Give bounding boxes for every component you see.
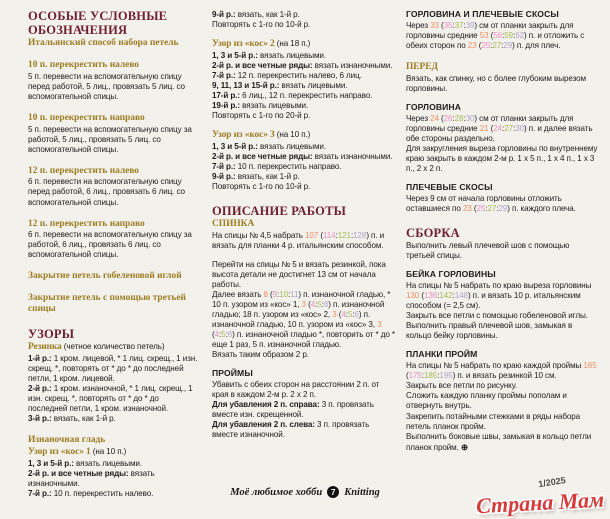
paragraph	[406, 361, 599, 452]
size-2-value: 175	[408, 371, 422, 381]
column-1	[28, 10, 198, 499]
text: 5 п. перевести на вспомогательную спицу перед работой, 5 лиц., провязать 5 лиц. со вспомогательной спицы.	[28, 71, 185, 101]
sub-heading: 10 п. перекрестить налево	[28, 59, 139, 70]
text: (	[406, 371, 409, 381]
text: 6 п. перевести на вспомогательную спицу за работой, 6 лиц., провязать 6 лиц. со вспомогательной спицы.	[28, 230, 192, 260]
text-line	[406, 74, 599, 94]
sub-heading: 10 п. перекрестить направо	[28, 112, 145, 123]
text-line	[406, 381, 599, 391]
section-heading: ОСОБЫЕ УСЛОВНЫЕ ОБОЗНАЧЕНИЯ	[28, 9, 168, 37]
text: вязать, как 1-й р.	[51, 414, 116, 424]
size-1-value: 3	[301, 300, 306, 310]
paragraph	[28, 72, 198, 102]
text: (на 10 п.)	[274, 129, 311, 139]
text: (	[419, 291, 424, 301]
text: ) п. и вязать для планки 4 р. итальянским способом.	[212, 231, 385, 251]
section-heading: ОПИСАНИЕ РАБОТЫ	[212, 203, 347, 218]
text: вязать лицевыми.	[240, 100, 309, 110]
paragraph	[28, 125, 198, 155]
text: вязать лицевыми.	[257, 141, 326, 151]
text: вязать лицевыми.	[73, 458, 142, 468]
text: 6 п. перевести на вспомогательную спицу перед работой, 6 лиц., провязать 6 лиц. со вспомогательной спицы.	[28, 177, 185, 207]
text: (	[476, 40, 482, 50]
text: :	[485, 203, 488, 213]
text-line	[28, 459, 198, 469]
text: вязать лицевыми.	[279, 80, 348, 90]
size-3-value: 37	[454, 20, 464, 30]
text: :	[502, 123, 505, 133]
text-line	[28, 230, 198, 260]
text: ) см от планки закрыть для горловины средние	[406, 20, 574, 40]
paragraph	[28, 177, 198, 207]
size-4-value: 39	[465, 20, 475, 30]
text: :	[452, 291, 455, 301]
size-4-value: 148	[454, 291, 468, 301]
text-line	[212, 400, 396, 420]
text: Вязать, как спинку, но с более глубоким вырезом горловины.	[406, 73, 586, 93]
text: :	[335, 231, 338, 241]
size-4-value: 11	[290, 290, 299, 300]
text-line	[212, 260, 396, 290]
text: 6 лиц., 12 п. перекрестить направо.	[240, 90, 373, 100]
size-3-value: 59	[504, 30, 514, 40]
section-heading: УЗОРЫ	[28, 326, 75, 341]
size-4-value: 6	[227, 330, 233, 340]
text: ) п. для плеч.	[512, 40, 561, 50]
text: Повторять с 1-го по 10-й р.	[212, 181, 311, 191]
size-2-value: 25	[481, 40, 491, 50]
text: (	[318, 231, 323, 241]
text-line	[212, 10, 396, 20]
text: Через	[406, 20, 431, 30]
size-2-value: 114	[322, 231, 336, 241]
text: :	[501, 40, 504, 50]
text: :	[288, 290, 291, 300]
size-1-value: 165	[583, 361, 597, 371]
text-line	[212, 420, 396, 440]
bold-text: 7-й р.:	[212, 161, 236, 171]
text-line	[406, 361, 599, 381]
text: :	[502, 30, 505, 40]
site-watermark-logo: Страна Мам	[475, 486, 605, 519]
text-line	[406, 311, 599, 321]
bold-text: 1, 3 и 5-й р.:	[28, 458, 74, 468]
bold-text: 17-й р.:	[212, 90, 241, 100]
paragraph	[212, 130, 396, 192]
paragraph	[406, 241, 599, 261]
size-1-value: 24	[430, 113, 439, 123]
text: 1 кром. изнаночной, * 1 лиц. скрещ., 1 изн. скрещ. *, повторять от * до * до последней петли, 1 кром. изнаночной.	[28, 384, 193, 414]
text: Через	[406, 113, 431, 123]
text: (	[488, 123, 494, 133]
size-3-value: 27	[504, 123, 514, 133]
size-4-value: 195	[439, 371, 453, 381]
text: (	[471, 203, 477, 213]
size-1-value: 53	[479, 30, 489, 40]
sub-heading: Закрытие петель с помощью третьей спицы	[28, 293, 186, 315]
column-2	[212, 10, 396, 441]
text: :	[421, 371, 424, 381]
size-2-value: 4	[214, 330, 220, 340]
text: :	[352, 310, 355, 320]
section-heading: СБОРКА	[406, 225, 460, 240]
text: Вязать таким образом 2 р.	[212, 350, 309, 360]
text: :	[219, 330, 222, 340]
inline-pattern-heading: Узор из «кос» 1	[28, 447, 91, 458]
text: Убавить с обеих сторон на расстоянии 2 п. от края в каждом 2-м р. 2 х 2 п.	[212, 380, 380, 400]
size-3-value: 5	[317, 300, 322, 310]
text: ) п. и отложить с обеих сторон по	[406, 30, 585, 50]
paragraph	[28, 230, 198, 260]
size-2-value: 35	[443, 20, 453, 30]
text: (на 10 п.)	[90, 447, 127, 457]
text-line	[406, 412, 599, 432]
size-1-value: 3	[332, 310, 337, 320]
text: :	[490, 40, 493, 50]
bold-text: 19-й р.:	[212, 100, 241, 110]
text: вязать изнаночными.	[312, 60, 393, 70]
watermark	[475, 475, 605, 519]
paragraph	[406, 114, 599, 174]
text: вязать лицевыми.	[257, 50, 326, 60]
text: (	[212, 330, 215, 340]
text-line	[212, 39, 396, 51]
page-number-badge: 7	[327, 486, 339, 498]
bold-text: Для убавления 2 п. слева:	[212, 420, 315, 430]
text-line	[406, 21, 599, 51]
text: Закрыть все петли по рисунку.	[406, 381, 518, 391]
text: :	[513, 30, 516, 40]
text: Закрепить потайными стежками в ряды набора петель планок пройм.	[406, 411, 581, 431]
text: (четное количество петель)	[61, 342, 165, 352]
footer-magazine-name: Моё любимое хобби	[230, 486, 323, 498]
text-line	[212, 350, 396, 360]
paragraph	[212, 380, 396, 440]
part-heading: БЕЙКА ГОРЛОВИНЫ	[406, 269, 496, 280]
size-3-value: 10	[279, 290, 288, 300]
bold-text: 2-й р. и все четные ряды:	[212, 60, 313, 70]
text: (	[438, 20, 444, 30]
text-line	[406, 194, 599, 214]
size-2-value: 25	[476, 203, 486, 213]
text-line	[406, 114, 599, 144]
text-line	[28, 414, 198, 424]
size-2-value: 24	[493, 123, 503, 133]
text: :	[345, 310, 348, 320]
text: вязать, как 1-й р.	[235, 10, 300, 19]
text: Повторять с 1-го по 10-й р.	[212, 20, 311, 30]
text: вязать изнаночными.	[28, 468, 155, 488]
inline-pattern-heading: Резинка	[28, 342, 62, 353]
text: Выполнить правый плечевой шов, замыкая в кольцо бейку горловины.	[406, 321, 573, 341]
text-line	[28, 384, 198, 414]
bold-text: 9, 11, 13 и 15-й р.:	[212, 80, 280, 90]
text-line	[406, 321, 599, 341]
sub-heading: Итальянский способ набора петель	[28, 38, 179, 48]
size-2-value: 4	[310, 300, 316, 310]
text: Перейти на спицы № 5 и вязать резинкой, пока высота детали не достигнет 13 см от начала работы.	[212, 260, 386, 290]
text-line	[212, 61, 396, 71]
size-3-value: 142	[439, 291, 453, 301]
size-4-value: 128	[353, 231, 367, 241]
bold-text: 9-й р.:	[212, 171, 236, 181]
text-line	[212, 111, 396, 121]
sub-heading: 12 п. перекрестить направо	[28, 218, 145, 229]
text: (	[267, 290, 273, 300]
size-4-value: 29	[503, 40, 513, 50]
text-line	[406, 432, 599, 453]
text: (	[305, 300, 311, 310]
text: Сложить каждую планку проймы пополам и отвернуть внутрь.	[406, 391, 567, 411]
text: :	[437, 291, 440, 301]
text: :	[452, 113, 455, 123]
text: Для закругления выреза горловины по внутреннему краю закрыть в каждом 2-м р. 1 х 5 п., 1 х 4 п., 1 х 3 п., 2 х 2 п.	[406, 143, 598, 173]
text: 10 п. перекрестить направо.	[235, 161, 342, 171]
bold-text: Для убавления 2 п. справа:	[212, 400, 320, 410]
text-line	[212, 51, 396, 61]
text: 3 п. провязать вместе изнаночной.	[212, 420, 370, 440]
size-4-value: 29	[498, 203, 508, 213]
bold-text: 2-й р.:	[28, 384, 52, 394]
text: Далее вязать	[212, 290, 264, 300]
text: ) п. изнаночной гладью *, повторить от * до * еще 1 раз, 5 п. изнаночной гладью.	[212, 330, 395, 350]
text: Через 9 см от начала горловины отложить оставшиеся по	[406, 193, 562, 213]
text: ) п. изнаночной гладью, * 10 п. узором из «кос» 1,	[212, 290, 391, 310]
text-line	[212, 231, 396, 251]
size-3-value: 27	[487, 203, 497, 213]
text: вязать, как 1-й р.	[235, 171, 300, 181]
text-line	[406, 241, 599, 261]
size-2-value: 4	[341, 310, 346, 320]
part-heading: ГОРЛОВИНА И ПЛЕЧЕВЫЕ СКОСЫ	[406, 9, 559, 19]
size-4-value: 6	[354, 310, 359, 320]
text: ) п. и вязать резинкой 10 см.	[452, 371, 557, 381]
text: ) п. изнаночной гладью; 18 п. узором из «кос» 2,	[212, 300, 385, 320]
part-heading: ПРОЙМЫ	[212, 368, 253, 379]
sub-heading: ПЕРЕД	[406, 61, 438, 72]
bold-text: 2-й р. и все четные ряды:	[212, 151, 313, 161]
text-line	[212, 290, 396, 350]
text-line	[212, 152, 396, 162]
sub-heading: Изнаночная гладь	[28, 435, 106, 446]
size-2-value: 56	[493, 30, 503, 40]
text: На спицы № 5 набрать по краю каждой проймы	[406, 361, 584, 371]
size-3-value: 121	[337, 231, 351, 241]
column-3	[406, 10, 599, 453]
inline-pattern-heading: Узор из «кос» 3	[212, 129, 275, 140]
size-1-value: 33	[430, 20, 439, 30]
text-line	[212, 182, 396, 192]
text: :	[315, 300, 318, 310]
text: ) п. и вязать 10 р. итальянским способом (= 2,5 см).	[406, 291, 581, 311]
text-line	[28, 342, 198, 354]
size-3-value: 5	[347, 310, 353, 320]
text: На спицы № 4,5 набрать	[212, 231, 305, 241]
text: :	[513, 123, 516, 133]
text: (	[488, 30, 494, 40]
text: :	[496, 203, 499, 213]
text-line	[212, 20, 396, 30]
size-4-value: 30	[465, 113, 475, 123]
bold-text: 7-й р.:	[28, 488, 52, 498]
text-line	[406, 281, 599, 311]
text: 5 п. перевести на вспомогательную спицу за работой, 5 лиц., провязать 5 лиц. со вспомогательной спицы.	[28, 124, 192, 154]
text-line	[212, 91, 396, 101]
text: :	[452, 20, 455, 30]
text-line	[28, 72, 198, 102]
paragraph	[28, 342, 198, 424]
text-line	[28, 177, 198, 207]
text-line	[212, 162, 396, 172]
sub-heading: 12 п. перекрестить налево	[28, 165, 139, 176]
text: :	[437, 371, 440, 381]
size-1-value: 8	[263, 290, 268, 300]
text: Закрыть все петли с помощью гобеленовой иглы.	[406, 311, 588, 321]
size-2-value: 136	[423, 291, 438, 301]
text: 12 п. перекрестить налево, 6 лиц.	[235, 70, 362, 80]
text-line	[212, 101, 396, 111]
text: 10 п. перекрестить налево.	[51, 488, 154, 498]
text: (	[438, 113, 444, 123]
text-line	[212, 142, 396, 152]
text-line	[212, 380, 396, 400]
text: Выполнить боковые швы, замыкая в кольцо петли планок пройм.	[406, 431, 592, 452]
paragraph	[406, 74, 599, 94]
size-2-value: 9	[272, 290, 278, 300]
size-4-value: 6	[323, 300, 329, 310]
text-line	[212, 130, 396, 142]
text-line	[406, 144, 599, 174]
size-4-value: 30	[515, 123, 525, 133]
size-3-value: 5	[221, 330, 226, 340]
part-heading: ПЛЕЧЕВЫЕ СКОСЫ	[406, 181, 493, 192]
text: вязать изнаночными.	[312, 151, 393, 161]
text: 3 п. провязать вместе изн. скрещенной.	[212, 400, 374, 420]
text: :	[463, 113, 466, 123]
footer-knitting-label: Knitting	[344, 486, 380, 498]
paragraph	[212, 260, 396, 360]
part-heading: ГОРЛОВИНА	[406, 101, 462, 112]
bold-text: 1, 3 и 5-й р.:	[212, 50, 258, 60]
size-1-value: 23	[462, 203, 472, 213]
sub-heading: СПИНКА	[212, 219, 255, 230]
size-3-value: 185	[423, 371, 438, 381]
end-mark-icon: ⊕	[460, 441, 468, 452]
paragraph	[406, 21, 599, 51]
size-4-value: 62	[515, 30, 525, 40]
bold-text: 3-й р.:	[28, 414, 52, 424]
text-line	[212, 172, 396, 182]
text: Повторять с 1-го по 20-й р.	[212, 110, 311, 120]
text: На спицы № 5 набрать по краю выреза горловины	[406, 281, 592, 291]
bold-text: 1-й р.:	[28, 354, 52, 364]
bold-text: 2-й р. и все четные ряды:	[28, 468, 129, 478]
paragraph	[406, 281, 599, 341]
bold-text: 9-й р.:	[212, 10, 236, 19]
paragraph	[212, 231, 396, 251]
text: ) п. изнаночной гладью, 10 п. узором из «кос» 3,	[212, 310, 378, 330]
size-1-value: 3	[377, 320, 382, 330]
text-line	[28, 354, 198, 384]
text-line	[212, 81, 396, 91]
issue-label: 1/2025	[537, 475, 567, 490]
size-1-value: 130	[406, 291, 420, 301]
size-1-value: 23	[467, 40, 477, 50]
text: :	[350, 231, 354, 241]
sub-heading: Закрытие петель гобеленовой иглой	[28, 271, 182, 282]
text: ) см от планки закрыть для горловины средние	[406, 113, 574, 133]
text: 1 кром. лицевой, * 1 лиц. скрещ., 1 изн. скрещ. *, повторять от * до * до последней петли, 1 кром. лицевой.	[28, 354, 198, 384]
bold-text: 1, 3 и 5-й р.:	[212, 141, 258, 151]
paragraph	[212, 10, 396, 30]
inline-pattern-heading: Узор из «кос» 2	[212, 39, 275, 50]
text: :	[225, 330, 228, 340]
size-1-value: 21	[479, 123, 489, 133]
text-line	[212, 71, 396, 81]
text: Выполнить левый плечевой шов с помощью третьей спицы.	[406, 241, 570, 261]
size-3-value: 27	[492, 40, 502, 50]
text-line	[28, 125, 198, 155]
text: :	[463, 20, 466, 30]
text-line	[28, 447, 198, 459]
text: ) п. и далее вязать обе стороны раздельно.	[406, 123, 593, 143]
text: (на 18 п.)	[274, 39, 311, 49]
text: ) п. каждого плеча.	[507, 203, 576, 213]
paragraph	[406, 194, 599, 214]
text: (	[336, 310, 342, 320]
part-heading: ПЛАНКИ ПРОЙМ	[406, 349, 478, 360]
bold-text: 7-й р.:	[212, 70, 236, 80]
size-1-value: 107	[304, 231, 319, 241]
text-line	[406, 391, 599, 411]
size-3-value: 28	[454, 113, 464, 123]
text: :	[321, 300, 324, 310]
text: :	[277, 290, 280, 300]
paragraph	[212, 39, 396, 121]
size-2-value: 26	[443, 113, 453, 123]
